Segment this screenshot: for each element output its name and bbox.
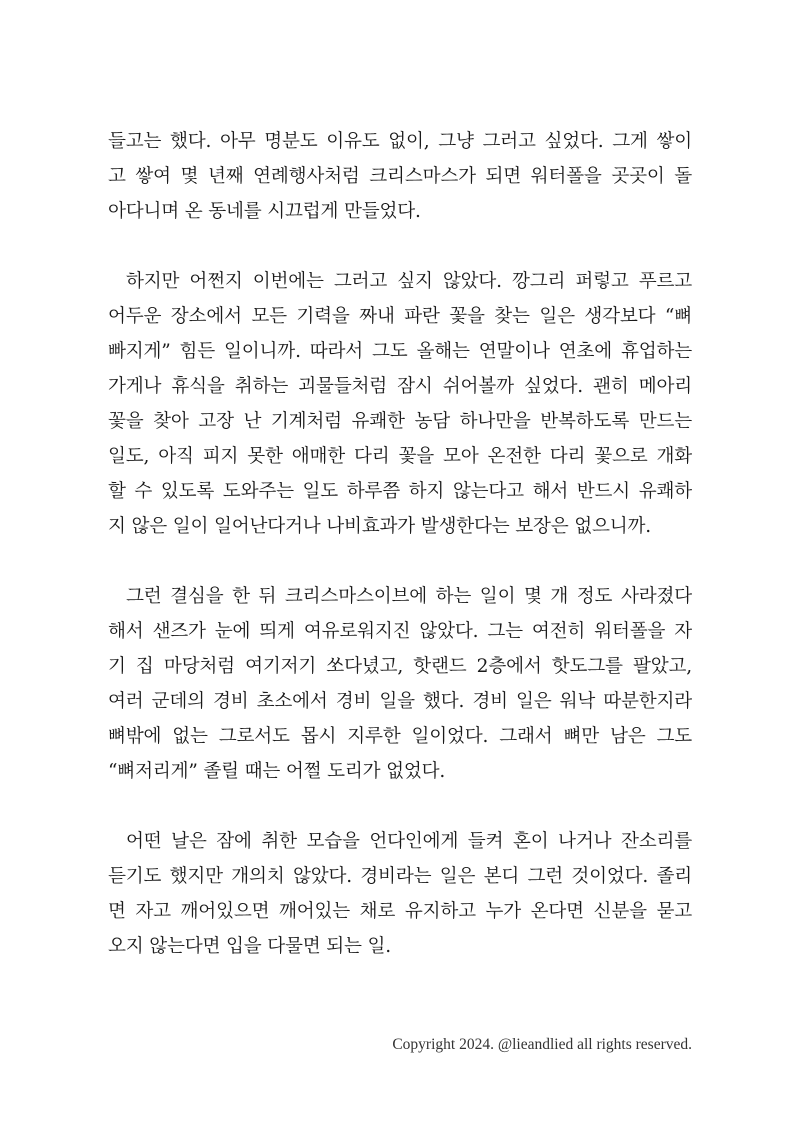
copyright-footer: Copyright 2024. @lieandlied all rights reserved. (392, 1036, 692, 1053)
text-line: “뼈저리게” 졸릴 때는 어쩔 도리가 없었다. (108, 761, 446, 782)
text-line: 가게나 휴식을 취하는 괴물들처럼 잠시 쉬어볼까 싶었다. 괜히 메아리 (108, 376, 692, 397)
text-line: 여러 군데의 경비 초소에서 경비 일을 했다. 경비 일은 워낙 따분한지라 (108, 691, 692, 712)
text-line: 오지 않는다면 입을 다물면 되는 일. (108, 936, 391, 957)
text-line: 해서 샌즈가 눈에 띄게 여유로워지진 않았다. 그는 여전히 워터폴을 자 (108, 621, 692, 642)
text-line: 꽃을 찾아 고장 난 기계처럼 유쾌한 농담 하나만을 반복하도록 만드는 (108, 411, 692, 432)
text-line: 듣기도 했지만 개의치 않았다. 경비라는 일은 본디 그런 것이었다. 졸리 (108, 866, 692, 887)
text-line: 어두운 장소에서 모든 기력을 짜내 파란 꽃을 찾는 일은 생각보다 “뼈 (108, 306, 692, 327)
paragraph-2 (108, 264, 692, 544)
text-line: 면 자고 깨어있으면 깨어있는 채로 유지하고 누가 온다면 신분을 묻고 (108, 901, 692, 922)
text-line: 들고는 했다. 아무 명분도 이유도 없이, 그냥 그러고 싶었다. 그게 쌓이 (108, 131, 692, 152)
paragraph-1 (108, 124, 692, 229)
text-line: 아다니며 온 동네를 시끄럽게 만들었다. (108, 201, 421, 222)
text-line: 할 수 있도록 도와주는 일도 하루쯤 하지 않는다고 해서 반드시 유쾌하 (108, 481, 692, 502)
text-line: 하지만 어쩐지 이번에는 그러고 싶지 않았다. 깡그리 퍼렇고 푸르고 (126, 271, 692, 292)
text-line: 뼈밖에 없는 그로서도 몹시 지루한 일이었다. 그래서 뼈만 남은 그도 (108, 726, 692, 747)
body-text (108, 124, 692, 999)
text-line: 지 않은 일이 일어난다거나 나비효과가 발생한다는 보장은 없으니까. (108, 516, 652, 537)
paragraph-4 (108, 824, 692, 964)
text-line: 어떤 날은 잠에 취한 모습을 언다인에게 들켜 혼이 나거나 잔소리를 (126, 831, 692, 852)
text-line: 그런 결심을 한 뒤 크리스마스이브에 하는 일이 몇 개 정도 사라졌다 (126, 586, 692, 607)
text-line: 일도, 아직 피지 못한 애매한 다리 꽃을 모아 온전한 다리 꽃으로 개화 (108, 446, 692, 467)
paragraph-3 (108, 579, 692, 789)
text-line: 고 쌓여 몇 년째 연례행사처럼 크리스마스가 되면 워터폴을 곳곳이 돌 (108, 166, 692, 187)
text-line: 기 집 마당처럼 여기저기 쏘다녔고, 핫랜드 2층에서 핫도그를 팔았고, (108, 656, 692, 677)
text-line: 빠지게” 힘든 일이니까. 따라서 그도 올해는 연말이나 연초에 휴업하는 (108, 341, 692, 362)
